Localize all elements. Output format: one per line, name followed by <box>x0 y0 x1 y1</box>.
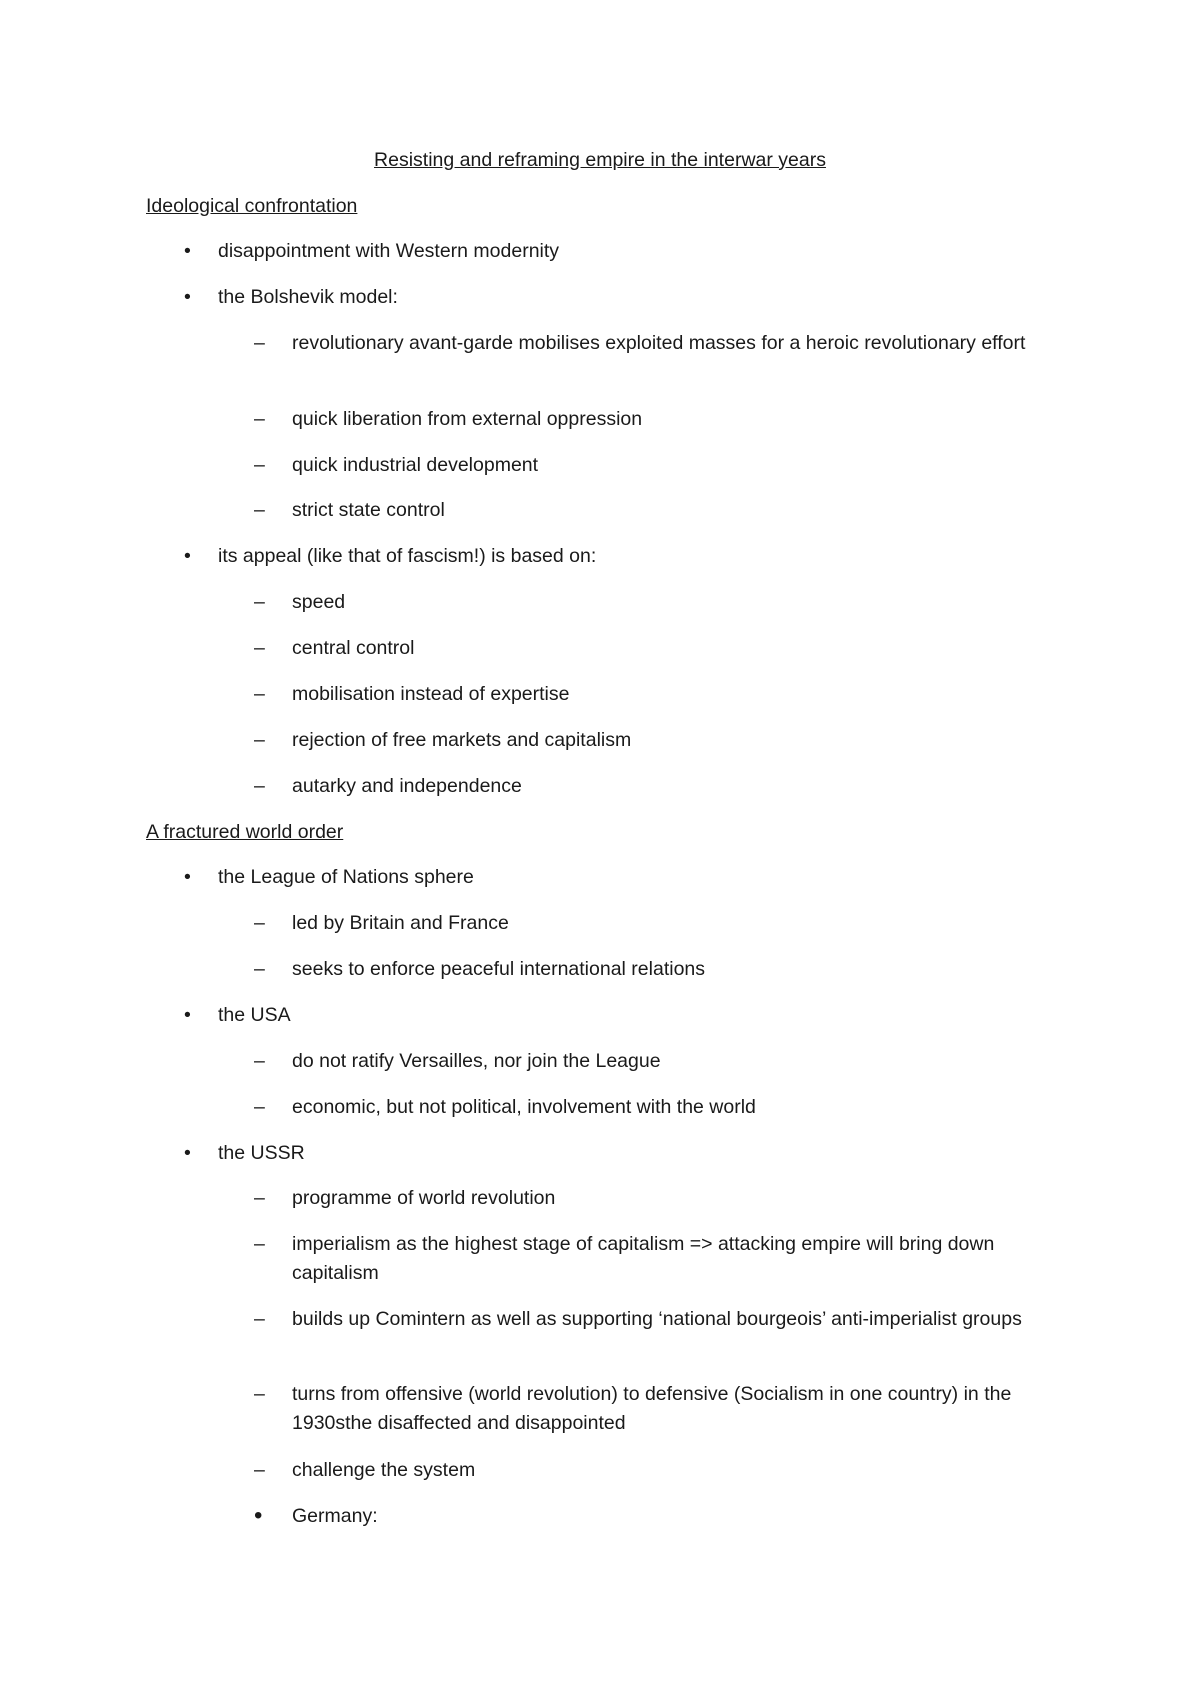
sub-list-item: quick liberation from external oppression <box>292 408 643 430</box>
sub-list-item: strict state control <box>292 499 445 521</box>
dash-icon: – <box>254 1459 265 1481</box>
dash-icon: – <box>254 591 265 613</box>
dash-icon: – <box>254 1233 265 1255</box>
list-item: the USA <box>218 1004 291 1026</box>
dash-icon: – <box>254 454 265 476</box>
sub-list-item: led by Britain and France <box>292 912 509 934</box>
bullet-icon: • <box>254 1502 263 1529</box>
sub-list-item: autarky and independence <box>292 775 522 797</box>
dash-icon: – <box>254 775 265 797</box>
sub-list-item: speed <box>292 591 346 613</box>
bullet-icon: • <box>184 545 191 567</box>
sub-list-item: rejection of free markets and capitalism <box>292 729 632 751</box>
dash-icon: – <box>254 408 265 430</box>
document-title: Resisting and reframing empire in the interwar years <box>374 149 826 171</box>
dash-icon: – <box>254 683 265 705</box>
sub-list-item: Germany: <box>292 1505 378 1527</box>
list-item: the League of Nations sphere <box>218 866 474 888</box>
bullet-icon: • <box>184 1004 191 1026</box>
sub-list-item: challenge the system <box>292 1459 476 1481</box>
dash-icon: – <box>254 729 265 751</box>
dash-icon: – <box>254 958 265 980</box>
dash-icon: – <box>254 1383 265 1405</box>
list-item: disappointment with Western modernity <box>218 240 560 262</box>
sub-list-item: programme of world revolution <box>292 1187 556 1209</box>
dash-icon: – <box>254 332 265 354</box>
sub-list-item: central control <box>292 637 415 659</box>
sub-list-item: revolutionary avant-garde mobilises exploited masses for a heroic revolutionary effort <box>292 332 1026 354</box>
sub-list-item: turns from offensive (world revolution) to defensive (Socialism in one country) in the 1930sthe disaffected and disappointed <box>292 1383 1012 1434</box>
list-item: its appeal (like that of fascism!) is based on: <box>218 545 597 567</box>
sub-list-item: builds up Comintern as well as supporting ‘national bourgeois’ anti-imperialist groups <box>292 1308 1022 1330</box>
sub-list-item: seeks to enforce peaceful international relations <box>292 958 706 980</box>
section-heading: A fractured world order <box>146 821 344 843</box>
dash-icon: – <box>254 499 265 521</box>
sub-list-item: imperialism as the highest stage of capitalism => attacking empire will bring down capitalism <box>292 1233 995 1284</box>
section-heading: Ideological confrontation <box>146 195 358 217</box>
dash-icon: – <box>254 1050 265 1072</box>
bullet-icon: • <box>184 1142 191 1164</box>
sub-list-item: quick industrial development <box>292 454 539 476</box>
sub-list-item: mobilisation instead of expertise <box>292 683 570 705</box>
dash-icon: – <box>254 1187 265 1209</box>
bullet-icon: • <box>184 866 191 888</box>
bullet-icon: • <box>184 240 191 262</box>
bullet-icon: • <box>184 286 191 308</box>
sub-list-item: do not ratify Versailles, nor join the League <box>292 1050 661 1072</box>
list-item: the Bolshevik model: <box>218 286 398 308</box>
list-item: the USSR <box>218 1142 305 1164</box>
sub-list-item: economic, but not political, involvement with the world <box>292 1096 756 1118</box>
dash-icon: – <box>254 912 265 934</box>
dash-icon: – <box>254 637 265 659</box>
dash-icon: – <box>254 1096 265 1118</box>
dash-icon: – <box>254 1308 265 1330</box>
